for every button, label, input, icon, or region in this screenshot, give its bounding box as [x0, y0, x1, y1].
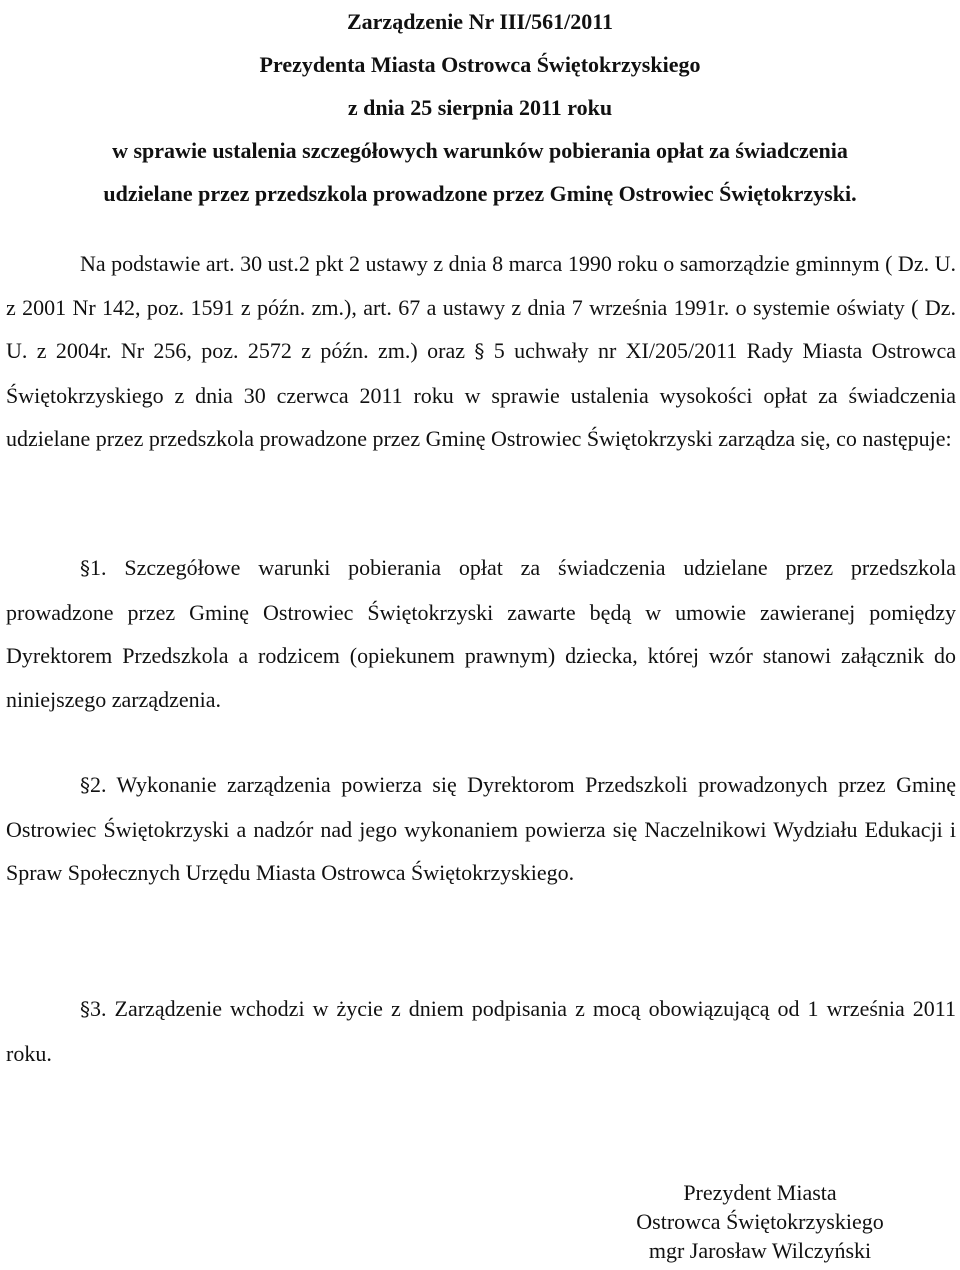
- section-sign: §: [474, 339, 485, 363]
- document-header: [0, 0, 960, 215]
- paragraph-text: Szczegółowe warunki pobierania opłat za świadczenia udzielane przez przedszkola prowadzone przez Gminę Ostrowiec Świętokrzyski zawarte będą w umowie zawieranej pomiędzy Dyrektorem Przedszkola a rodzicem (opiekunem prawnym) dziecka, której wzór stanowi załącznik do niniejszego zarządzenia.: [6, 555, 956, 712]
- paragraph-number: 2.: [90, 772, 107, 797]
- section-sign: §: [80, 773, 90, 797]
- signatory-name: mgr Jarosław Wilczyński: [648, 1238, 872, 1263]
- subject-line-1: w sprawie ustalenia szczegółowych warunków pobierania opłat za świadczenia: [112, 138, 848, 163]
- ordinance-number: Zarządzenie Nr III/561/2011: [346, 9, 614, 34]
- paragraph-text: Wykonanie zarządzenia powierza się Dyrektorom Przedszkoli prowadzonych przez Gminę Ostrowiec Świętokrzyski a nadzór nad jego wykonaniem powierza się Naczelnikowi Wydziału Edukacji i Spraw Społecznych Urzędu Miasta Ostrowca Świętokrzyskiego.: [6, 772, 956, 885]
- legal-basis-preamble: [6, 242, 956, 461]
- signatory-title: Prezydent Miasta: [683, 1180, 837, 1205]
- paragraph-number: 1.: [90, 555, 107, 580]
- paragraph-1: [6, 546, 956, 721]
- section-sign: §: [80, 556, 90, 580]
- issue-date: z dnia 25 sierpnia 2011 roku: [347, 95, 613, 120]
- preamble-text-after: 5 uchwały nr XI/205/2011 Rady Miasta Ostrowca Świętokrzyskiego z dnia 30 czerwca 2011 roku w sprawie ustalenia wysokości opłat za świadczenia udzielane przez przedszkola prowadzone przez Gminę Ostrowiec Świętokrzyski zarządza się, co następuje:: [6, 338, 956, 451]
- preamble-text: Na podstawie art. 30 ust.2 pkt 2 ustawy z dnia 8 marca 1990 roku o samorządzie gminnym ( Dz. U. z 2001 Nr 142, poz. 1591 z późn. zm.), art. 67 a ustawy z dnia 7 września 1991r. o systemie oświaty ( Dz. U. z 2004r. Nr 256, poz. 2572 z późn. zm.) oraz: [6, 251, 956, 363]
- signature-block: [560, 1178, 960, 1265]
- subject-line-2: udzielane przez przedszkola prowadzone przez Gminę Ostrowiec Świętokrzyski.: [103, 181, 857, 206]
- paragraph-number: 3.: [90, 996, 107, 1021]
- paragraph-3: [6, 987, 956, 1075]
- paragraph-2: [6, 763, 956, 895]
- paragraph-text: Zarządzenie wchodzi w życie z dniem podpisania z mocą obowiązującą od 1 września 2011 roku.: [6, 996, 956, 1066]
- issuer: Prezydenta Miasta Ostrowca Świętokrzyskiego: [259, 52, 701, 77]
- section-sign: §: [80, 997, 90, 1021]
- signatory-city: Ostrowca Świętokrzyskiego: [636, 1209, 884, 1234]
